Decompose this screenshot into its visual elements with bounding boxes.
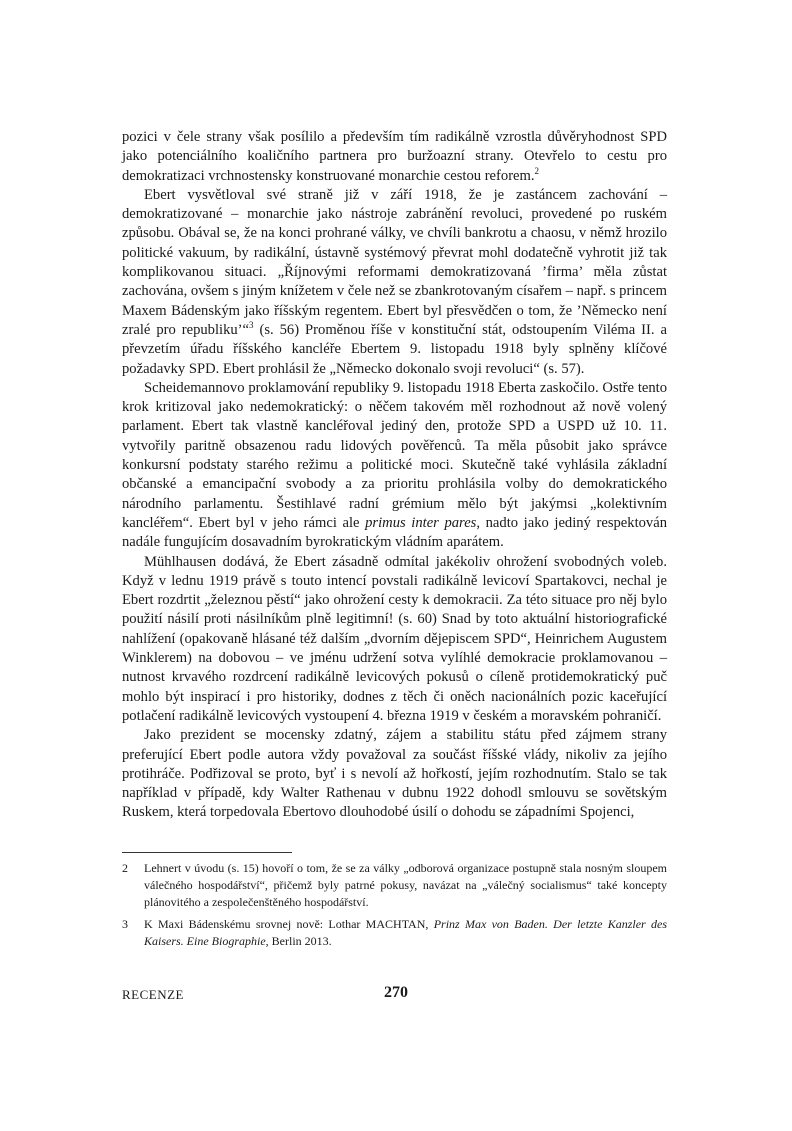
footnote [122, 860, 667, 911]
paragraph [122, 186, 667, 379]
footnote [122, 916, 667, 950]
footnote-text-part: , Berlin 2013. [265, 934, 332, 948]
paragraph-text: Ebert vysvětloval své straně již v září 1918, že je zastáncem zachování – demokratizované – monarchie jako nástroje zabránění revoluci, provedené po ruském způsobu. Obával se, že na konci prohrané války, ve chvíli bankrotu a chaosu, v němž hrozilo politické vakuum, by radikální, ústavně systémový převrat mohl dodatečně vyhrotit již tak komplikovanou situaci. „Říjnovými reformami demokratizovaná ’firma’ měla zůstat zachována, ovšem s jiným knížetem v čele než se zbankrotovaným císařem – např. s princem Maxem Bádenským jako říšským regentem. Ebert byl přesvědčen o tom, že ’Německo není zralé pro republiku’“ [122, 186, 667, 338]
paragraph-text: Mühlhausen dodává, že Ebert zásadně odmítal jakékoliv ohrožení svobodných voleb. Když v lednu 1919 právě s touto intencí povstali radikálně levicoví Spartakovci, nechal je Ebert rozdrtit „železnou pěstí“ jako ohrožení cesty k demokracii. Za této situace pro něj bylo použití násilí proti násilníkům plně legitimní! (s. 60) Snad by toto aktuální historiografické nahlížení (opakovaně hlásané též dalším „dvorním dějepiscem SPD“, Heinrichem Augustem Winklerem) na dobovou – ve jménu udržení sotva vylíhlé demokracie proklamovanou – nutnost krvavého rozdrcení radikálně levicových pokusů o cíleně protidemokratický puč mohlo být inspirací i pro historiky, dodnes z těch či oněch nacionálních pozic kaceřující potlačení radikálně levicových vystoupení 4. března 1919 v českém a moravském pohraničí. [122, 553, 667, 724]
paragraph-text: pozici v čele strany však posílilo a především tím radikálně vzrostla důvěryhodnost SPD jako potenciálního koaličního partnera pro buržoazní strany. Otevřelo to cestu pro demokratizaci vrchnostensky konstruované monarchie cestou reforem. [122, 129, 667, 184]
section-label: RECENZE [122, 987, 184, 1002]
main-text [122, 128, 667, 823]
footnote-separator [122, 852, 292, 853]
footnote-text-part: K Maxi Bádenskému srovnej nově: Lothar MACHTAN, [144, 917, 434, 931]
paragraph [122, 379, 667, 553]
paragraph [122, 128, 667, 186]
paragraph-text: , nadto jako jediný respektován nadále fungujícím dosavadním byrokratickým vládním aparátem. [122, 514, 668, 551]
paragraph-text: Scheidemannovo proklamování republiky 9. listopadu 1918 Eberta zaskočilo. Ostře tento krok kritizoval jako nedemokratický: o něčem takovém měl rozhodnout až nově volený parlament. Ebert tak vlastně kancléřoval jediný den, protože SPD a USPD už 10. 11. vytvořily paritně obsazenou radu lidových pověřenců. Ta měla působit jako správce konkursní podstaty starého režimu a politické moci. Skutečně také vyhlásila základní občanské a emancipační svobody a za prioritu prohlásila volby do demokratického národního parlamentu. Šestihlavé radní grémium mělo být jakýmsi „kolektivním kancléřem“. Ebert byl v jeho rámci ale [122, 379, 667, 531]
paragraph-text: (s. 56) Proměnou říše v konstituční stát, odstoupením Viléma II. a převzetím úřadu říšského kancléře Ebertem 9. listopadu 1918 byly splněny klíčové požadavky SPD. Ebert prohlásil že „Německo dokonalo svoji revoluci“ (s. 57). [122, 321, 667, 377]
paragraph [122, 726, 667, 822]
footnote-number: 3 [122, 917, 128, 931]
page-number: 270 [384, 984, 408, 1001]
paragraph [122, 553, 667, 727]
footnote-text-part: Lehnert v úvodu (s. 15) hovoří o tom, že se za války „odborová organizace postupně stala nosným sloupem válečného hospodářství“, přičemž byly patrné pokusy, navázat na „válečný socialismus“ také koncepty plánovitého a zespolečenštěného hospodářství. [144, 861, 667, 909]
footnotes [122, 860, 667, 955]
footnote-number: 2 [122, 861, 128, 875]
footnote-text [144, 860, 667, 911]
book-title: Prinz Max von Baden. Der letzte Kanzler des Kaisers. Eine Biographie [144, 917, 667, 948]
footnote-reference[interactable]: 3 [249, 320, 254, 331]
paragraph-text: Jako prezident se mocensky zdatný, zájem a stabilitu státu před zájmem strany preferující Ebert podle autora vždy považoval za součást říšské vlády, nikoliv za jejího protihráče. Podřizoval se proto, byť i s nevolí až hořkostí, jejím rozhodnutím. Stalo se tak například v případě, kdy Walter Rathenau v dubnu 1922 dohodl smlouvu se sovětským Ruskem, která torpedovala Ebertovo dlouhodobé úsilí o dohodu se západními Spojenci, [122, 727, 667, 821]
italic-phrase: primus inter pares [365, 514, 477, 531]
footnote-text [144, 916, 667, 950]
footnote-reference[interactable]: 2 [534, 165, 540, 176]
